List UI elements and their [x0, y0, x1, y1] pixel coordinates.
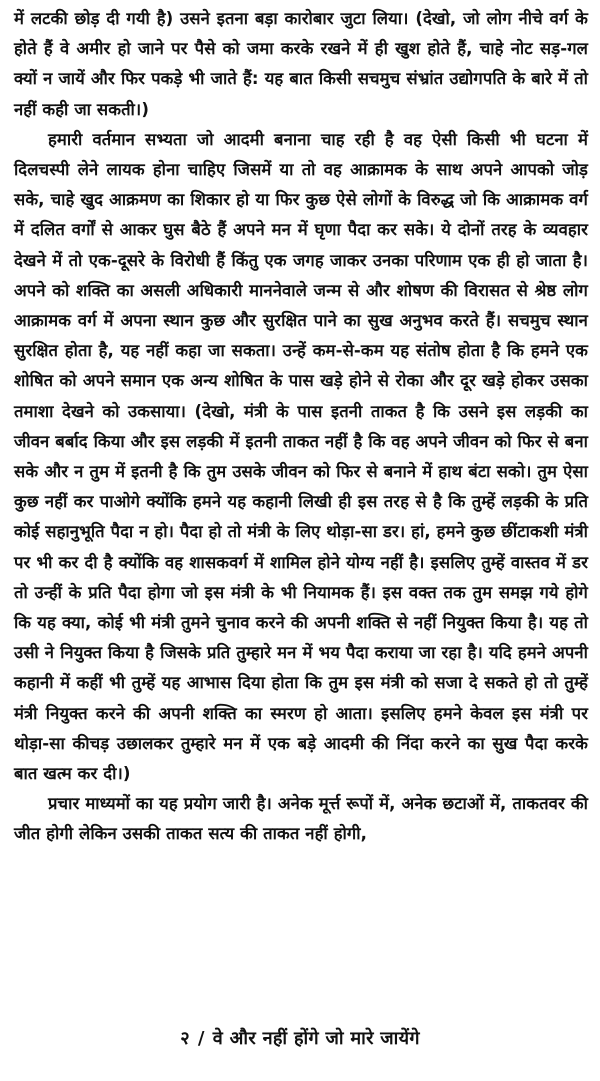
footer-separator: /: [197, 1028, 205, 1049]
paragraph-civilization: हमारी वर्तमान सभ्यता जो आदमी बनाना चाह रही है वह ऐसी किसी भी घटना में दिलचस्पी लेने लायक होना चाहिए जिसमें या तो वह आक्रामक के साथ अपने आपको जोड़ सके, चाहे खुद आक्रमण का शिकार हो या फिर कुछ ऐसे लोगों के विरुद्ध जो कि आक्रामक वर्ग में दलित वर्गों से आकर घुस बैठे हैं अपने मन में घृणा पैदा कर सके। ये दोनों तरह के व्यवहार देखने में तो एक-दूसरे के विरोधी हैं किंतु एक जगह जाकर उनका परिणाम एक ही हो जाता है। अपने को शक्ति का असली अधिकारी माननेवाले जन्म से और शोषण की विरासत से श्रेष्ठ लोग आक्रामक वर्ग में अपना स्थान कुछ और सुरक्षित पाने का सुख अनुभव करते हैं। सचमुच स्थान सुरक्षित होता है, यह नहीं कहा जा सकता। उन्हें कम-से-कम यह संतोष होता है कि हमने एक शोषित को अपने समान एक अन्य शोषित के पास खड़े होने से रोका और दूर खड़े होकर उसका तमाशा देखने को उकसाया। (देखो, मंत्री के पास इतनी ताकत है कि उसने इस लड़की का जीवन बर्बाद किया और इस लड़की में इतनी ताकत नहीं है कि वह अपने जीवन को फिर से बना सके और न तुम में इतनी है कि तुम उसके जीवन को फिर से बनाने में हाथ बंटा सको। तुम ऐसा कुछ नहीं कर पाओगे क्योंकि हमने यह कहानी लिखी ही इस तरह से है कि तुम्हें लड़की के प्रति कोई सहानुभूति पैदा न हो। पैदा हो तो मंत्री के लिए थोड़ा-सा डर। हां, हमने कुछ छींटाकशी मंत्री पर भी कर दी है क्योंकि वह शासकवर्ग में शामिल होने योग्य नहीं है। इसलिए तुम्हें वास्तव में डर तो उन्हीं के प्रति पैदा होगा जो इस मंत्री के भी नियामक हैं। इस वक्त तक तुम समझ गये होगे कि यह क्या, कोई भी मंत्री तुमने चुनाव करने की अपनी शक्ति से नहीं नियुक्त किया है। यह तो उसी ने नियुक्त किया है जिसके प्रति तुम्हारे मन में भय पैदा कराया जा रहा है। यदि हमने अपनी कहानी में कहीं भी तुम्हें यह आभास दिया होता कि तुम इस मंत्री को सजा दे सकते हो तो तुम्हें मंत्री नियुक्त करने की अपनी शक्ति का स्मरण हो आता। इसलिए हमने केवल इस मंत्री पर थोड़ा-सा कीचड़ उछालकर तुम्हारे मन में एक बड़े आदमी की निंदा करने का सुख पैदा करके बात खत्म कर दी।): [14, 129, 589, 784]
page-body: [14, 4, 588, 850]
page-footer: [0, 1026, 600, 1050]
running-title: वे और नहीं होंगे जो मारे जायेंगे: [212, 1028, 420, 1049]
paragraph-media: प्रचार माध्यमों का यह प्रयोग जारी है। अनेक मूर्त्त रूपों में, अनेक छटाओं में, ताकतवर की जीत होगी लेकिन उसकी ताकत सत्य की ताकत नहीं होगी,: [14, 794, 588, 844]
paragraph-continuation: में लटकी छोड़ दी गयी है) उसने इतना बड़ा कारोबार जुटा लिया। (देखो, जो लोग नीचे वर्ग के होते हैं वे अमीर हो जाने पर पैसे को जमा करके रखने में ही खुश होते हैं, चाहे नोट सड़-गल क्यों न जायें और फिर पकड़े भी जाते हैं: यह बात किसी सचमुच संभ्रांत उद्योगपति के बारे में तो नहीं कही जा सकती।): [14, 9, 588, 119]
page-number: २: [180, 1028, 190, 1049]
